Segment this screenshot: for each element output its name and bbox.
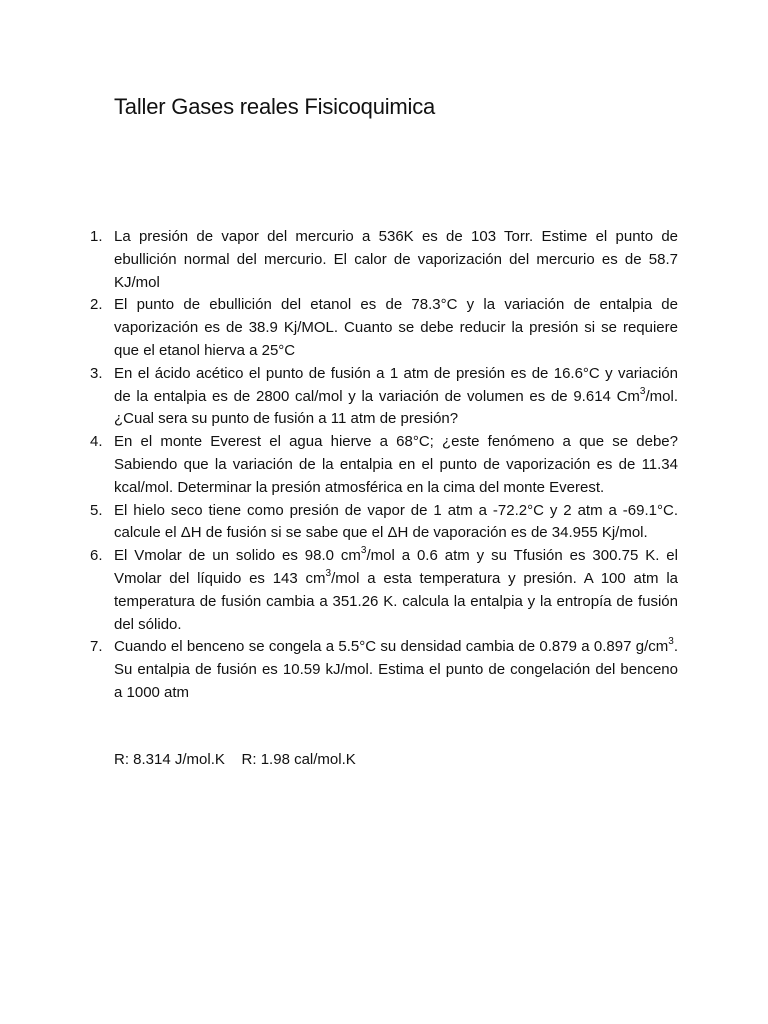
question-number: 7. — [90, 638, 103, 656]
question-text-segment: /mol a esta temperatura y presión. A 100 atm la temperatura de fusión cambia a 351.26 K. calcula la entalpia y la entropía de fusión del sólido. — [114, 569, 678, 633]
question-text — [114, 547, 678, 632]
gas-constants: R: 8.314 J/mol.K R: 1.98 cal/mol.K — [114, 751, 356, 768]
question-number: 1. — [90, 228, 103, 245]
question-text-segment: El Vmolar de un solido es 98.0 cm — [114, 547, 361, 565]
question-text — [114, 433, 678, 496]
question-number: 4. — [90, 433, 103, 451]
question-text-segment: /mol. ¿Cual sera su punto de fusión a 11 atm de presión? — [114, 387, 678, 428]
question-item — [90, 636, 678, 704]
question-item — [90, 363, 678, 431]
superscript: 3 — [668, 636, 674, 648]
document-title: Taller Gases reales Fisicoquimica — [114, 94, 436, 119]
question-item — [90, 294, 678, 362]
question-text-segment: En el monte Everest el agua hierve a 68°C; ¿este fenómeno a que se debe? Sabiendo que la variación de la entalpia en el punto de vaporización es de 11.34 kcal/mol. Determinar la presión atmosférica en la cima del monte Everest. — [114, 433, 678, 496]
question-text-segment: La presión de vapor del mercurio a 536K es de 103 Torr. Estime el punto de ebullición normal del mercurio. El calor de vaporización del mercurio es de 58.7 KJ/mol — [114, 228, 678, 291]
question-item — [90, 431, 678, 499]
question-text — [114, 365, 678, 428]
question-text-segment: En el ácido acético el punto de fusión a 1 atm de presión es de 16.6°C y variación de la entalpia es de 2800 cal/mol y la variación de volumen es de 9.614 Cm — [114, 364, 678, 405]
question-item — [90, 545, 678, 636]
question-text-segment: /mol a 0.6 atm y su Tfusión es 300.75 K. el Vmolar del líquido es 143 cm — [114, 547, 678, 587]
question-item — [90, 226, 678, 294]
question-text — [114, 502, 678, 542]
question-number: 3. — [90, 364, 103, 382]
question-list — [90, 226, 678, 705]
question-text-segment: . Su entalpia de fusión es 10.59 kJ/mol. Estima el punto de congelación del benceno a 1000 atm — [114, 638, 678, 701]
question-text-segment: Cuando el benceno se congela a 5.5°C su densidad cambia de 0.879 a 0.897 g/cm — [114, 638, 669, 656]
question-item — [90, 500, 678, 546]
superscript: 3 — [360, 545, 367, 557]
question-text-segment: El punto de ebullición del etanol es de 78.3°C y la variación de entalpia de vaporización es de 38.9 Kj/MOL. Cuanto se debe reducir la presión si se requiere que el etanol hierva a 25°C — [114, 296, 678, 359]
question-number: 6. — [90, 547, 103, 565]
question-text — [114, 638, 678, 701]
superscript: 3 — [639, 385, 646, 397]
question-text — [114, 296, 678, 359]
question-text — [114, 228, 678, 291]
question-number: 2. — [90, 296, 103, 314]
question-number: 5. — [90, 501, 103, 519]
question-text-segment: El hielo seco tiene como presión de vapor de 1 atm a -72.2°C y 2 atm a -69.1°C. calcule el ΔH de fusión si se sabe que el ΔH de vaporación es de 34.955 Kj/mol. — [114, 501, 678, 542]
superscript: 3 — [325, 567, 332, 579]
